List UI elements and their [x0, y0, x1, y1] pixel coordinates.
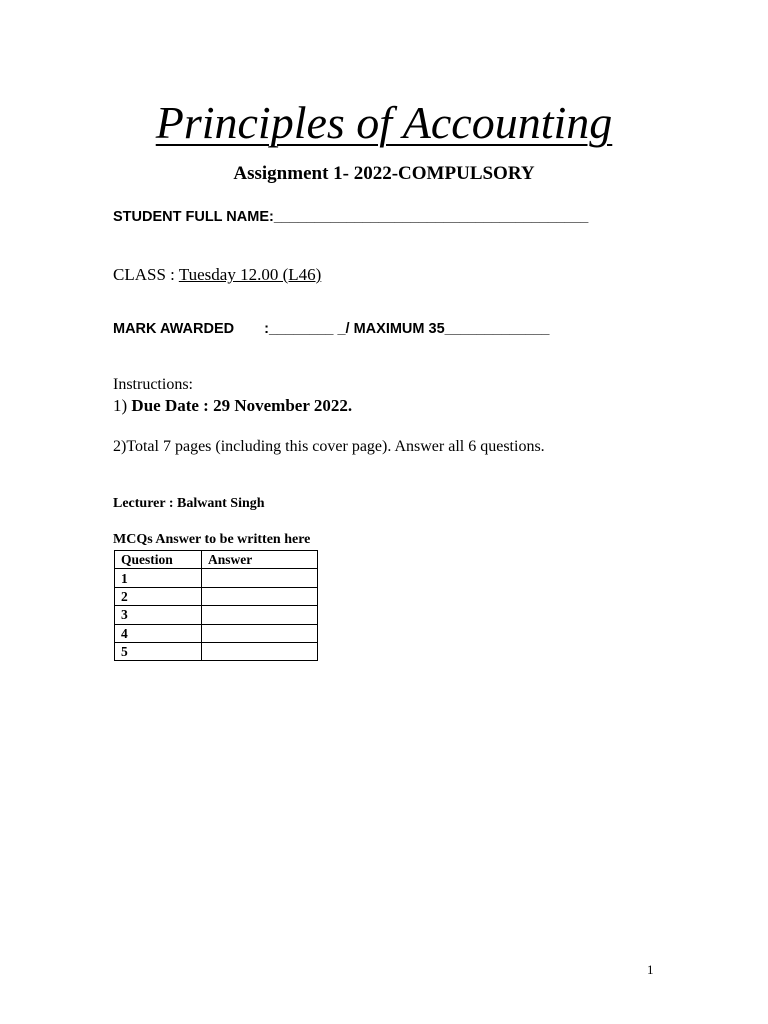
instruction-due-date — [113, 396, 352, 416]
instructions-heading: Instructions: — [113, 376, 193, 393]
question-number: 2 — [115, 587, 202, 605]
answer-cell[interactable] — [202, 624, 318, 642]
table-header-row — [115, 551, 318, 569]
question-number: 1 — [115, 569, 202, 587]
table-row — [115, 569, 318, 587]
instruction-1-prefix: 1) — [113, 396, 132, 415]
lecturer-line: Lecturer : Balwant Singh — [113, 496, 265, 511]
class-value: Tuesday 12.00 (L46) — [178, 265, 322, 284]
document-title: Principles of Accounting — [155, 97, 613, 148]
class-line — [113, 265, 321, 285]
table-row — [115, 642, 318, 660]
instruction-pages: 2)Total 7 pages (including this cover page). Answer all 6 questions. — [113, 438, 545, 455]
question-number: 4 — [115, 624, 202, 642]
table-row — [115, 587, 318, 605]
answer-cell[interactable] — [202, 569, 318, 587]
class-label: CLASS : — [113, 265, 179, 284]
question-number: 5 — [115, 642, 202, 660]
table-row — [115, 624, 318, 642]
assignment-subtitle: Assignment 1- 2022-COMPULSORY — [233, 163, 535, 184]
mcq-heading: MCQs Answer to be written here — [113, 532, 311, 547]
mark-awarded-line — [113, 321, 549, 337]
mcq-answer-table — [114, 550, 318, 661]
answer-cell[interactable] — [202, 606, 318, 624]
header-answer: Answer — [202, 551, 318, 569]
header-question: Question — [115, 551, 202, 569]
page-number: 1 — [647, 962, 654, 977]
mark-value: :________ _/ MAXIMUM 35_____________ — [264, 321, 550, 337]
due-date: Due Date : 29 November 2022. — [131, 396, 353, 415]
answer-cell[interactable] — [202, 642, 318, 660]
answer-cell[interactable] — [202, 587, 318, 605]
student-name-line: STUDENT FULL NAME:_______________________________________ — [113, 209, 589, 225]
mark-label: MARK AWARDED — [113, 321, 235, 337]
question-number: 3 — [115, 606, 202, 624]
table-row — [115, 606, 318, 624]
